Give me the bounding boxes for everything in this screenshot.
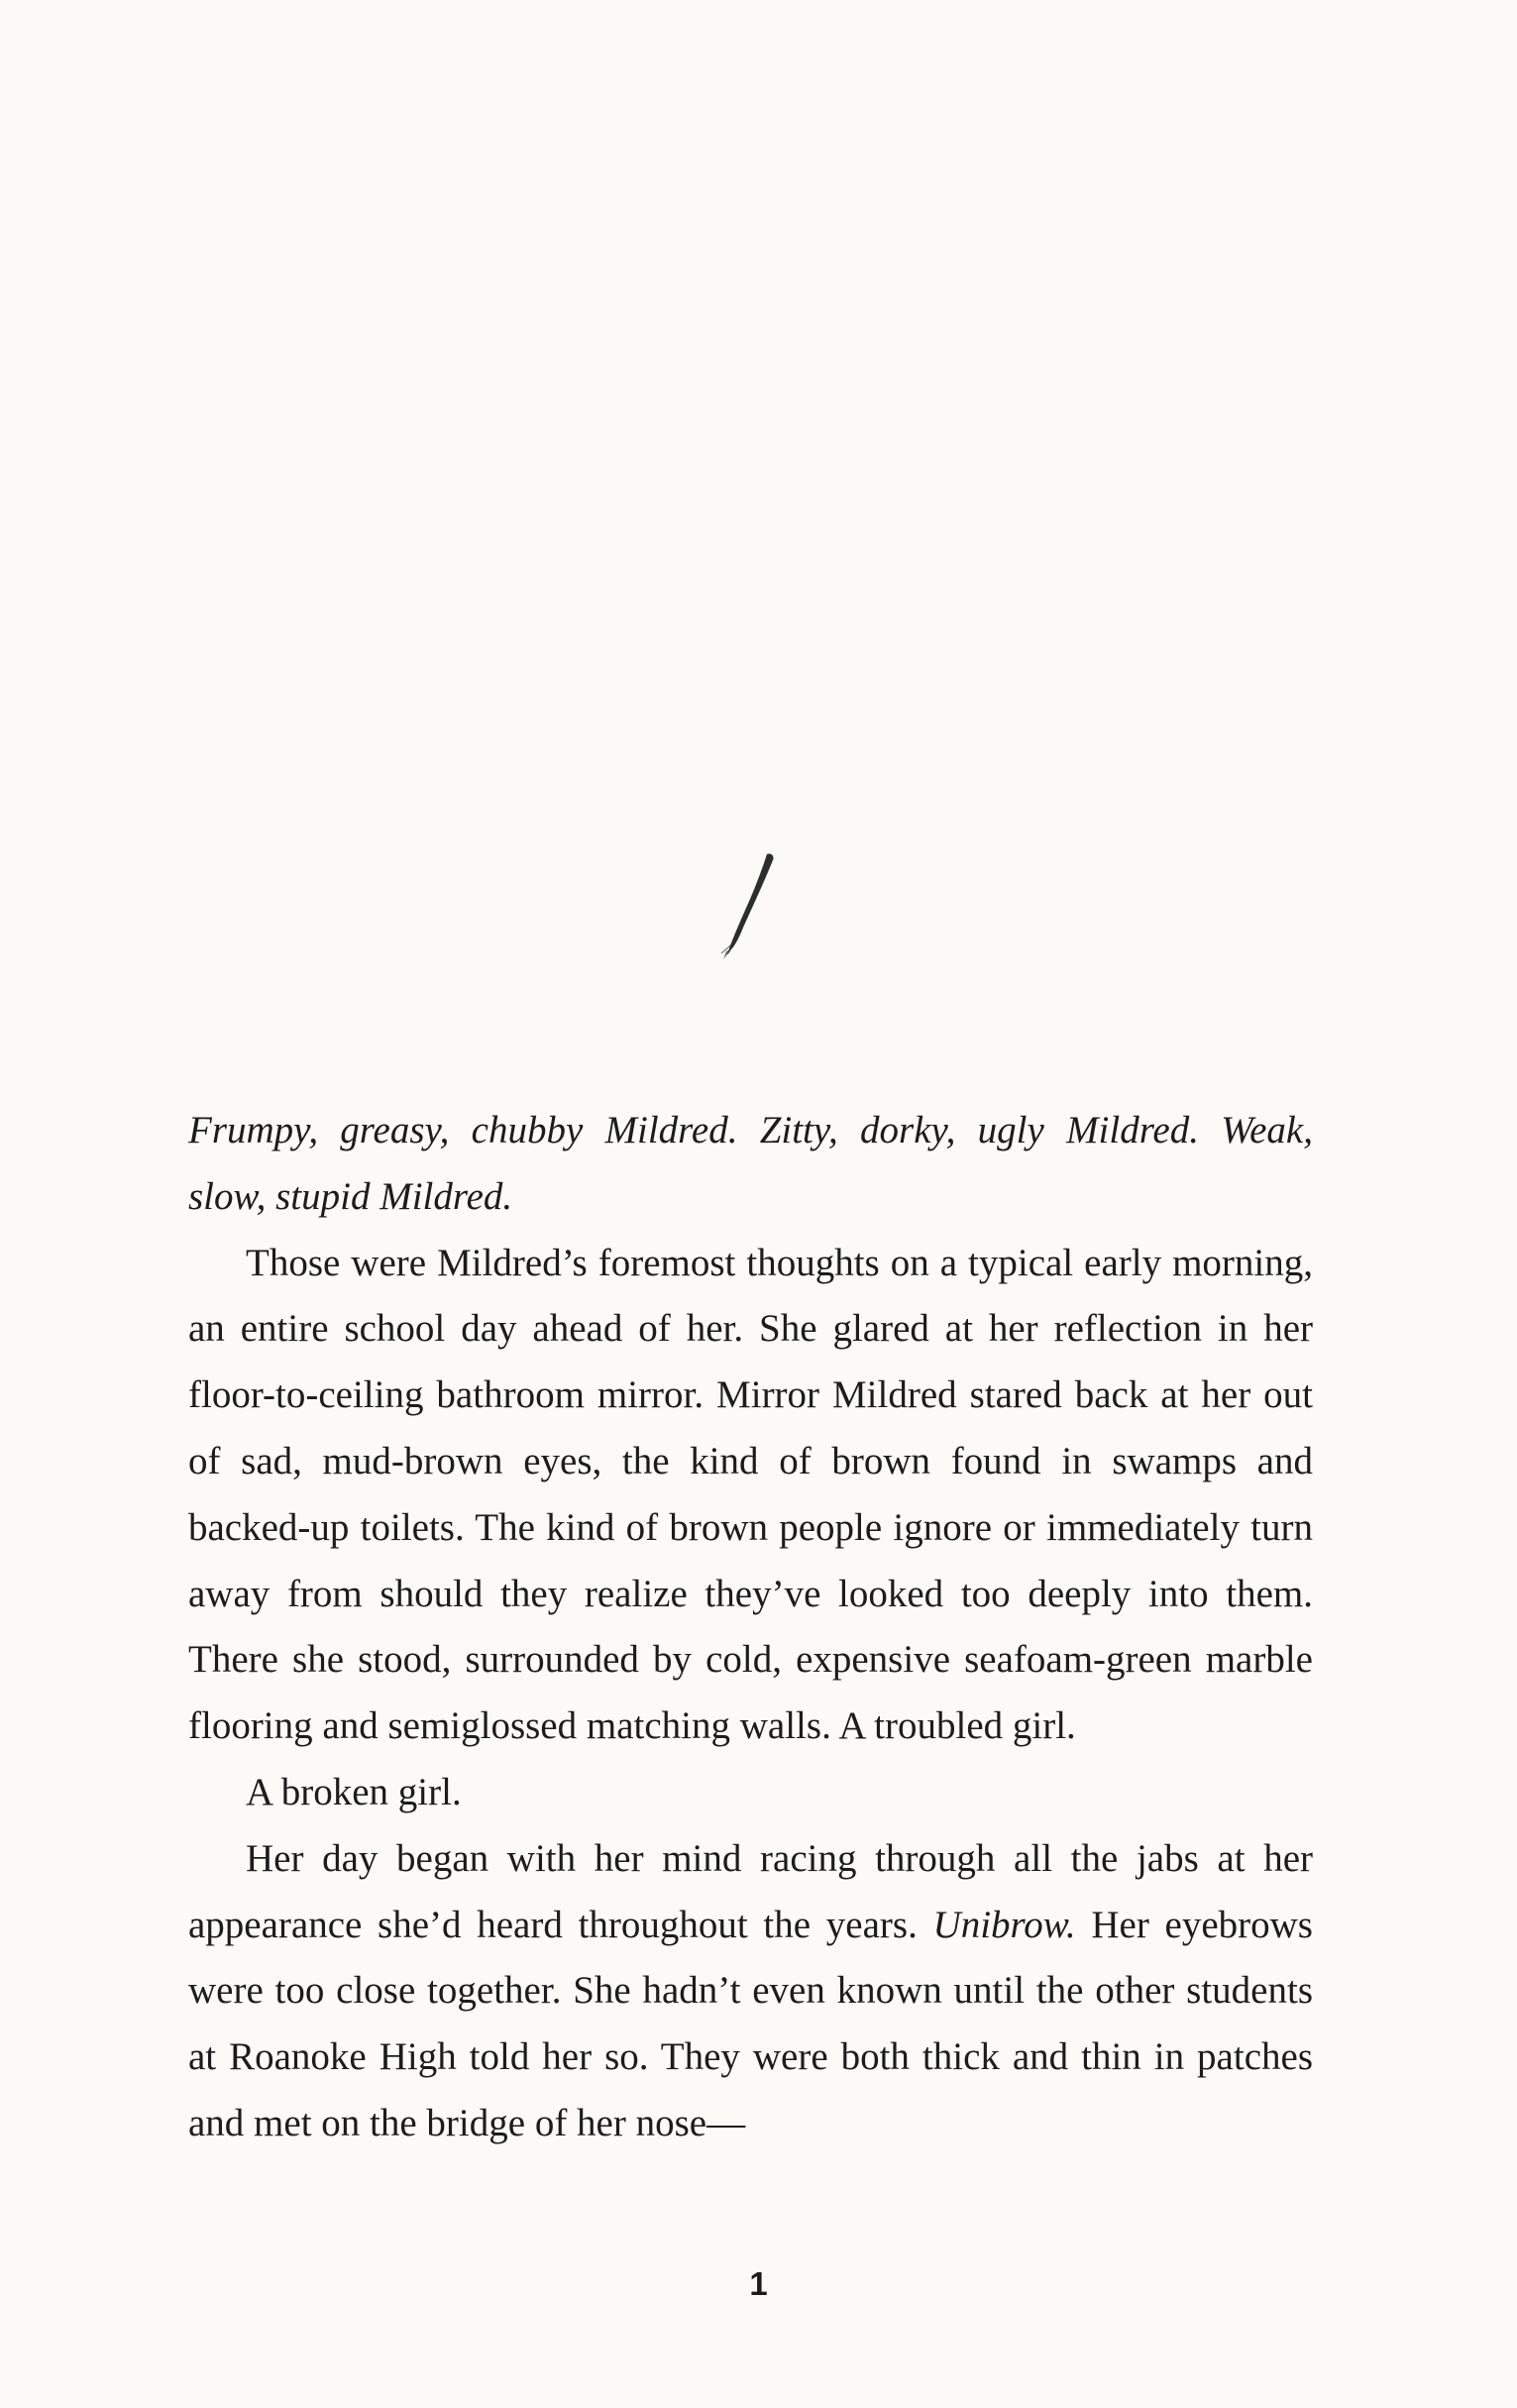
paragraph-1: Those were Mildred’s foremost thoughts on a typical early morning, an entire school day ahead of her. She glared at her reflection in her floor-to-ceiling bathroom mirror. Mirror Mildred stared back at her out of sad, mud-brown eyes, the kind of brown found in swamps and backed-up toilets. The kind of brown people ignore or immediately turn away from should they realize they’ve looked too deeply into them. There she stood, surrounded by cold, expensive seafoam-green marble flooring and semiglossed matching walls. A troubled girl.	[188, 1241, 1313, 1748]
opening-line-1: Frumpy, greasy, chubby Mildred. Zitty, dorky, ugly Mildred. Weak,	[188, 1109, 1313, 1151]
opening-line-2: slow, stupid Mildred.	[188, 1174, 513, 1218]
chapter-one-brush-icon	[713, 850, 785, 961]
paragraph-3-start: Her day began with her mind racing through all the jabs at her appearance she’d heard throughout the years.	[188, 1836, 1313, 1946]
chapter-text	[188, 1098, 1313, 2157]
paragraph-3	[188, 1826, 1313, 2157]
paragraph-2: A broken girl.	[246, 1770, 462, 1813]
paragraph-3-end: Her eyebrows were too close together. She hadn’t even known until the other students at Roanoke High told her so. They were both thick and thin in patches and met on the bridge of her nose—	[188, 1903, 1313, 2144]
paragraph-3-italic: Unibrow.	[932, 1903, 1076, 1946]
page-number: 1	[749, 2265, 768, 2302]
